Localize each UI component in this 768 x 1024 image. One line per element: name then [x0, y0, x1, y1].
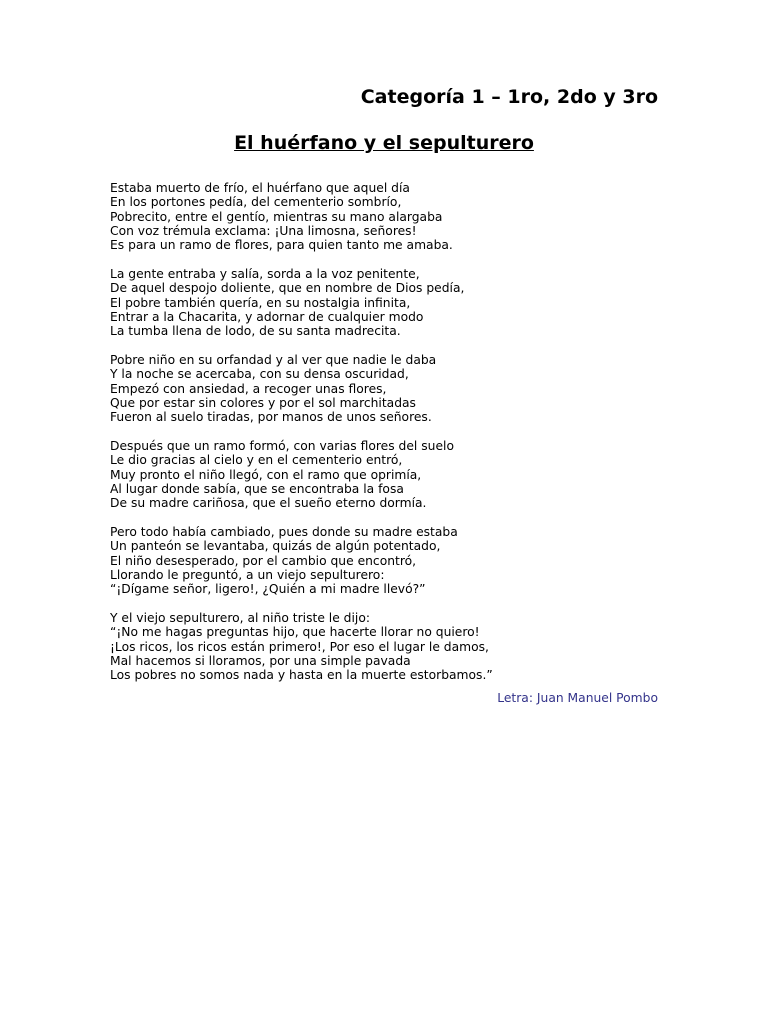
- poem-line: Entrar a la Chacarita, y adornar de cualquier modo: [110, 309, 424, 324]
- poem-line: “¡No me hagas preguntas hijo, que hacerte llorar no quiero!: [110, 625, 480, 640]
- poem-body: [110, 181, 670, 697]
- poem-line: Muy pronto el niño llegó, con el ramo que oprimía,: [110, 467, 422, 482]
- poem-line: Después que un ramo formó, con varias flores del suelo: [110, 438, 454, 453]
- poem-line: El niño desesperado, por el cambio que encontró,: [110, 553, 417, 568]
- stanza-3: [110, 353, 670, 424]
- poem-line: Empezó con ansiedad, a recoger unas flores,: [110, 381, 387, 396]
- poem-title: El huérfano y el sepulturero: [234, 132, 534, 154]
- poem-line: De su madre cariñosa, que el sueño eterno dormía.: [110, 496, 427, 511]
- poem-line: Con voz trémula exclama: ¡Una limosna, señores!: [110, 223, 417, 238]
- poem-line: Pobre niño en su orfandad y al ver que nadie le daba: [110, 352, 437, 367]
- poem-line: La gente entraba y salía, sorda a la voz penitente,: [110, 266, 420, 281]
- stanza-2: [110, 267, 670, 338]
- author-credit: Letra: Juan Manuel Pombo: [497, 691, 658, 705]
- stanza-6: [110, 611, 670, 682]
- poem-line: Pero todo había cambiado, pues donde su madre estaba: [110, 524, 458, 539]
- poem-line: Pobrecito, entre el gentío, mientras su mano alargaba: [110, 209, 443, 224]
- poem-line: “¡Dígame señor, ligero!, ¿Quién a mi madre llevó?”: [110, 582, 426, 597]
- poem-line: Un panteón se levantaba, quizás de algún potentado,: [110, 539, 441, 554]
- stanza-4: [110, 439, 670, 510]
- poem-line: Y la noche se acercaba, con su densa oscuridad,: [110, 367, 409, 382]
- stanza-1: [110, 181, 670, 252]
- stanza-5: [110, 525, 670, 596]
- category-heading: Categoría 1 – 1ro, 2do y 3ro: [360, 86, 658, 108]
- poem-line: Mal hacemos si lloramos, por una simple pavada: [110, 653, 411, 668]
- poem-line: Los pobres no somos nada y hasta en la muerte estorbamos.”: [110, 668, 493, 683]
- poem-line: Y el viejo sepulturero, al niño triste le dijo:: [110, 610, 370, 625]
- poem-line: De aquel despojo doliente, que en nombre de Dios pedía,: [110, 281, 465, 296]
- poem-line: Es para un ramo de flores, para quien tanto me amaba.: [110, 238, 453, 253]
- poem-line: Le dio gracias al cielo y en el cementerio entró,: [110, 453, 403, 468]
- poem-line: ¡Los ricos, los ricos están primero!, Por eso el lugar le damos,: [110, 639, 489, 654]
- poem-line: La tumba llena de lodo, de su santa madrecita.: [110, 324, 401, 339]
- poem-line: Al lugar donde sabía, que se encontraba la fosa: [110, 481, 404, 496]
- poem-line: Que por estar sin colores y por el sol marchitadas: [110, 395, 416, 410]
- poem-line: Fueron al suelo tiradas, por manos de unos señores.: [110, 410, 432, 425]
- poem-line: Estaba muerto de frío, el huérfano que aquel día: [110, 181, 410, 195]
- poem-line: Llorando le preguntó, a un viejo sepulturero:: [110, 567, 385, 582]
- poem-line: En los portones pedía, del cementerio sombrío,: [110, 195, 402, 210]
- poem-line: El pobre también quería, en su nostalgia infinita,: [110, 295, 411, 310]
